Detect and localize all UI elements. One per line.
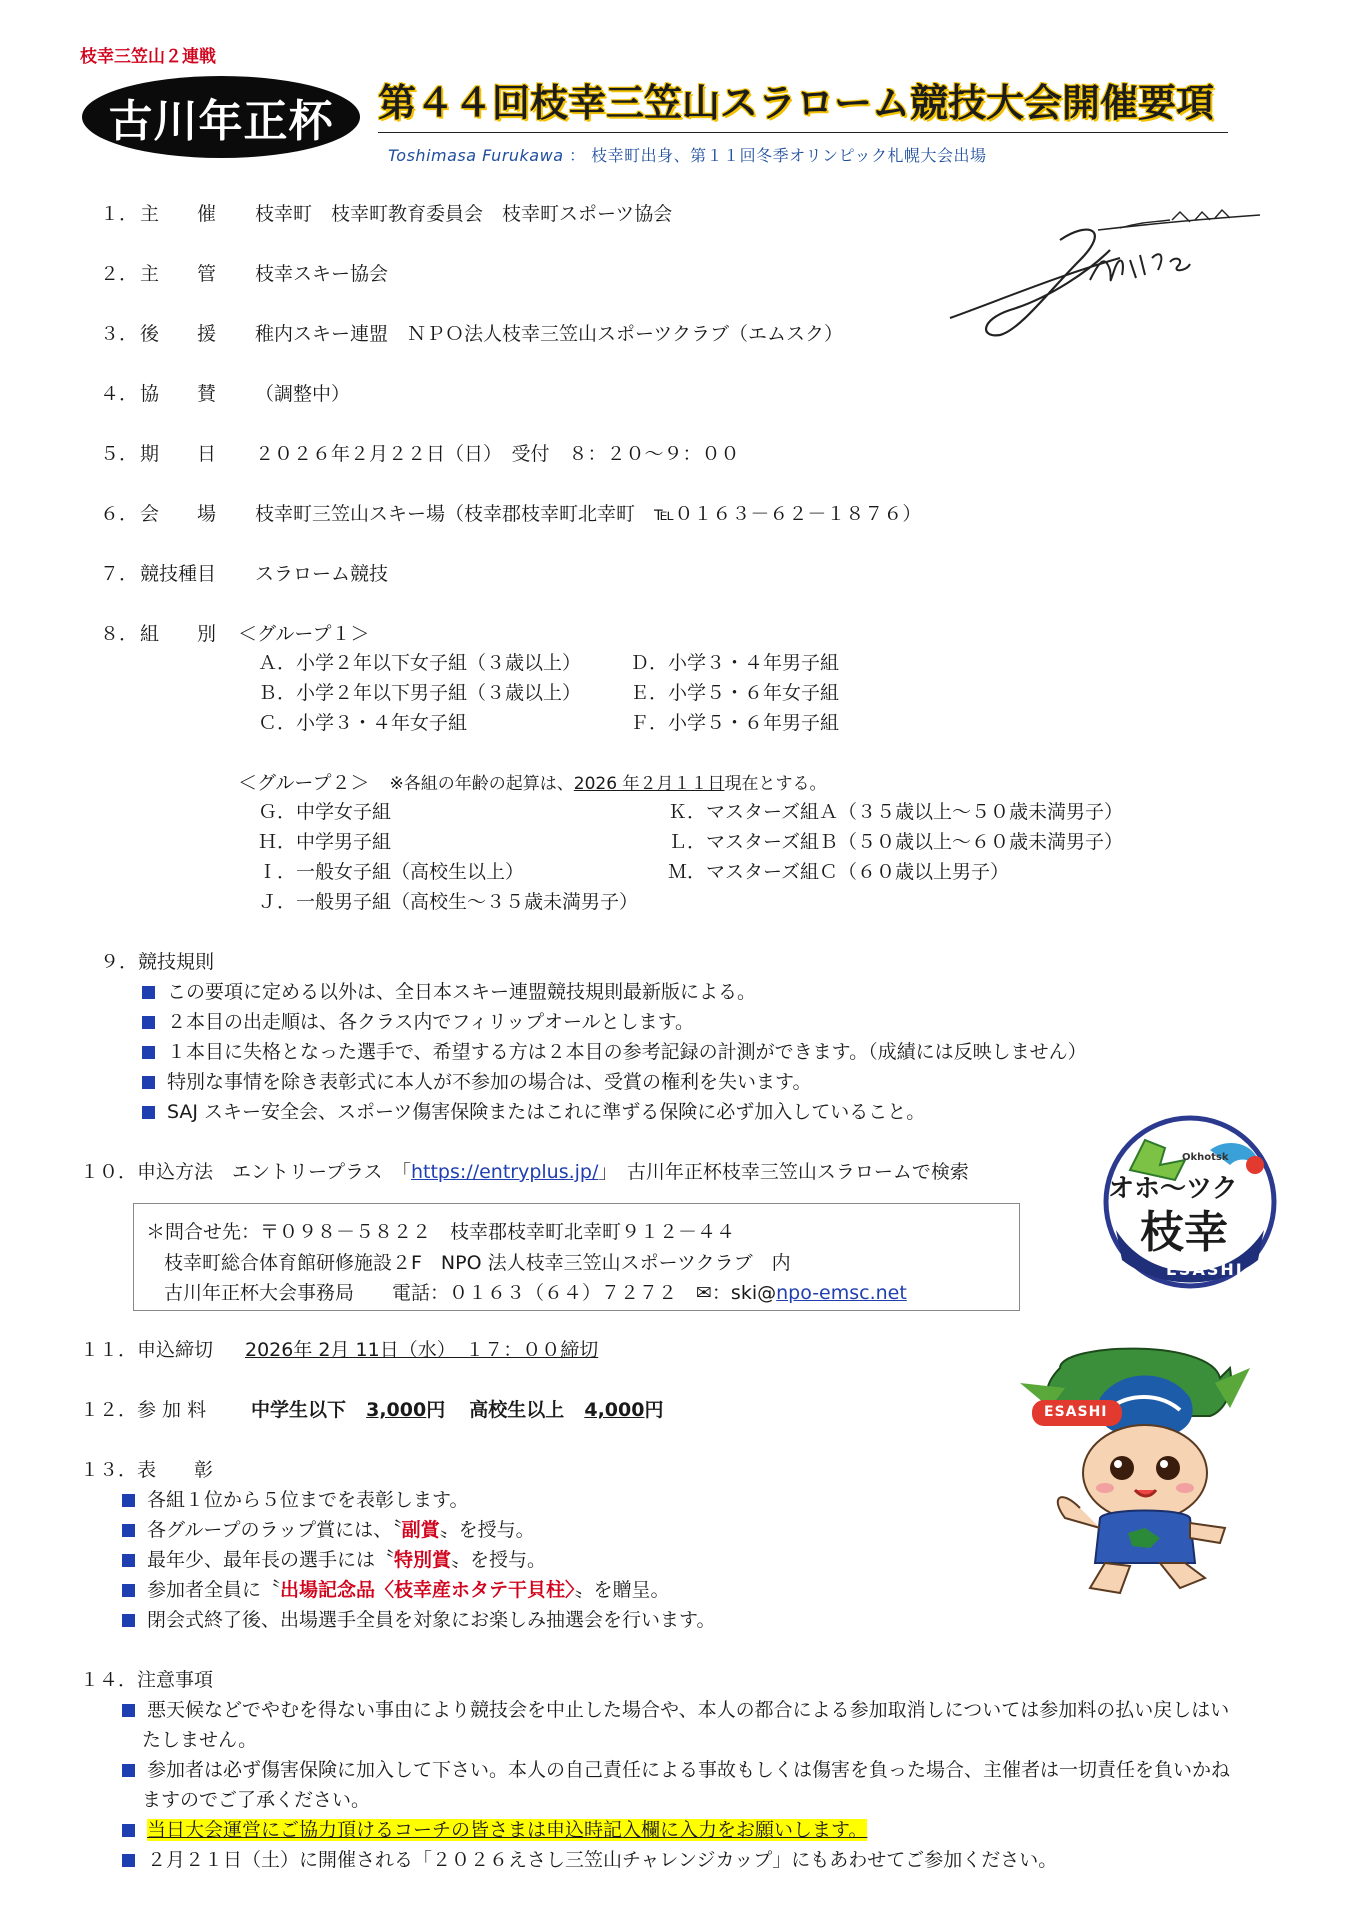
contact-phone-email: 古川年正杯大会事務局 電話：０１６３（６４）７２７２ ✉：ski@npo-emsc.net — [164, 1282, 907, 1304]
note-item: 悪天候などでやむを得ない事由により競技会を中止した場合や、本人の都合による参加取消しについては参加料の払い戻しはい — [122, 1695, 1229, 1722]
item-event: ７． 競技種目 スラローム競技 — [100, 563, 389, 585]
award-item: 閉会式終了後、出場選手全員を対象にお楽しみ抽選会を行います。 — [122, 1605, 715, 1632]
group-l: Ｌ．マスターズ組Ｂ（５０歳以上～６０歳未満男子） — [668, 831, 1124, 853]
bullet-icon — [122, 1704, 135, 1717]
group-e: Ｅ．小学５・６年女子組 — [630, 682, 840, 704]
group-j: Ｊ．一般男子組（高校生～３５歳未満男子） — [258, 891, 639, 913]
item-date: ５． 期 日 ２０２６年２月２２日（日） 受付 ８：２０～９：００ — [100, 443, 740, 465]
bullet-icon — [142, 1076, 155, 1089]
bullet-icon — [142, 1016, 155, 1029]
bullet-icon — [122, 1854, 135, 1867]
award-item: 各グループのラップ賞には、〝副賞〟を授与。 — [122, 1515, 535, 1542]
title-divider — [378, 132, 1228, 133]
group-f: Ｆ．小学５・６年男子組 — [630, 712, 840, 734]
item-support: ３． 後 援 稚内スキー連盟 ＮＰＯ法人枝幸三笠山スポーツクラブ（エムスク） — [100, 323, 844, 345]
rule-item: この要項に定める以外は、全日本スキー連盟競技規則最新版による。 — [142, 977, 756, 1004]
logo-ribbon-text: ESASHI — [1166, 1260, 1244, 1279]
cup-name-badge: 古川年正杯 — [82, 76, 360, 158]
group-h: Ｈ．中学男子組 — [258, 831, 392, 853]
mascot-character — [1020, 1338, 1250, 1598]
bullet-icon — [122, 1764, 135, 1777]
note-item: ２月２１日（土）に開催される「２０２６えさし三笠山チャレンジカップ」にもあわせてご参加ください。 — [122, 1845, 1057, 1872]
okhotsk-esashi-logo — [1090, 1110, 1290, 1295]
page-title: 第４４回枝幸三笠山スラローム競技大会開催要項 — [378, 81, 1215, 125]
subtitle-desc: ： 枝幸町出身、第１１回冬季オリンピック札幌大会出場 — [569, 146, 987, 165]
rules-title: ９．競技規則 — [100, 951, 215, 973]
item-sponsor: ４． 協 賛 （調整中） — [100, 383, 351, 405]
group2-heading: ＜グループ２＞ ※各組の年齢の起算は、2026 年２月１１日現在とする。 — [238, 772, 827, 794]
mascot-graphic — [1020, 1338, 1250, 1598]
rule-item: １本目に失格となった選手で、希望する方は２本目の参考記録の計測ができます。（成績には反映しません） — [142, 1037, 1087, 1064]
group-i: Ｉ．一般女子組（高校生以上） — [258, 861, 525, 883]
logo-town-text: 枝幸 — [1140, 1207, 1228, 1258]
rule-item: SAJ スキー安全会、スポーツ傷害保険またはこれに準ずる保険に必ず加入していること。 — [142, 1097, 925, 1124]
deadline: １１．申込締切 2026年 2月 11日（水） １７：００締切 — [80, 1339, 599, 1361]
note-item-highlight: 当日大会運営にご協力頂けるコーチの皆さまは申込時記入欄に入力をお願いします。 — [122, 1815, 867, 1842]
awards-title: １３．表 彰 — [80, 1459, 214, 1481]
item-venue: ６． 会 場 枝幸町三笠山スキー場（枝幸郡枝幸町北幸町 ℡０１６３－６２－１８７６） — [100, 503, 922, 525]
logo-main-text: オホ～ツク — [1108, 1174, 1238, 1204]
group-k: Ｋ．マスターズ組Ａ（３５歳以上～５０歳未満男子） — [668, 801, 1124, 823]
group-b: Ｂ．小学２年以下男子組（３歳以上） — [258, 682, 582, 704]
bullet-icon — [122, 1824, 135, 1837]
subtitle-name: Toshimasa Furukawa — [388, 146, 564, 165]
note-item: 参加者は必ず傷害保険に加入して下さい。本人の自己責任による事故もしくは傷害を負った場合、主催者は一切責任を負いかね — [122, 1755, 1230, 1782]
bullet-icon — [122, 1494, 135, 1507]
award-item: 最年少、最年長の選手には〝特別賞〟を授与。 — [122, 1545, 546, 1572]
series-label: 枝幸三笠山２連戦 — [80, 47, 216, 67]
note-item-cont: ますのでご了承ください。 — [142, 1789, 371, 1811]
signature-image — [940, 200, 1270, 350]
group-g: Ｇ．中学女子組 — [258, 801, 392, 823]
contact-email-link[interactable]: npo-emsc.net — [776, 1282, 907, 1304]
bullet-icon — [122, 1614, 135, 1627]
notes-title: １４．注意事項 — [80, 1669, 214, 1691]
group1-heading: ＜グループ１＞ — [238, 623, 370, 645]
fee: １２．参 加 料 中学生以下 3,000円 高校生以上 4,000円 — [80, 1399, 664, 1421]
item-organizer: １． 主 催 枝幸町 枝幸町教育委員会 枝幸町スポーツ協会 — [100, 203, 673, 225]
bullet-icon — [142, 1046, 155, 1059]
senior-fee: 4,000 — [584, 1399, 645, 1421]
junior-fee: 3,000 — [366, 1399, 427, 1421]
award-item: 各組１位から５位までを表彰します。 — [122, 1485, 468, 1512]
bullet-icon — [122, 1524, 135, 1537]
entryplus-link[interactable]: https://entryplus.jp/ — [410, 1161, 599, 1183]
mascot-label: ESASHI — [1044, 1404, 1108, 1420]
bullet-icon — [122, 1584, 135, 1597]
item-manager: ２． 主 管 枝幸スキー協会 — [100, 263, 389, 285]
group-d: Ｄ．小学３・４年男子組 — [630, 652, 840, 674]
application-line: １０．申込方法 エントリープラス 「https://entryplus.jp/」 古川年正杯枝幸三笠山スラロームで検索 — [80, 1161, 969, 1183]
bullet-icon — [142, 1106, 155, 1119]
award-item: 参加者全員に〝出場記念品〈枝幸産ホタテ干貝柱〉〟を贈呈。 — [122, 1575, 670, 1602]
item-groups: ８． 組 別 ＜グループ１＞ — [100, 623, 370, 645]
group-a: Ａ．小学２年以下女子組（３歳以上） — [258, 652, 582, 674]
bullet-icon — [142, 986, 155, 999]
contact-facility: 枝幸町総合体育館研修施設２F NPO 法人枝幸三笠山スポーツクラブ 内 — [164, 1252, 791, 1274]
rule-item: 特別な事情を除き表彰式に本人が不参加の場合は、受賞の権利を失います。 — [142, 1067, 811, 1094]
deadline-value: 2026年 2月 11日（水） １７：００締切 — [245, 1339, 599, 1361]
note-item-cont: たしません。 — [142, 1729, 258, 1751]
age-note: ※各組の年齢の起算は、2026 年２月１１日現在とする。 — [389, 774, 827, 794]
group-m: Ｍ．マスターズ組Ｃ（６０歳以上男子） — [668, 861, 1010, 883]
group-c: Ｃ．小学３・４年女子組 — [258, 712, 468, 734]
contact-address: ＊問合せ先：〒０９８－５８２２ 枝幸郡枝幸町北幸町９１２－４４ — [146, 1221, 736, 1243]
logo-small-text: Okhotsk — [1182, 1152, 1229, 1163]
bullet-icon — [122, 1554, 135, 1567]
subtitle — [388, 143, 987, 166]
rule-item: ２本目の出走順は、各クラス内でフィリップオールとします。 — [142, 1007, 694, 1034]
